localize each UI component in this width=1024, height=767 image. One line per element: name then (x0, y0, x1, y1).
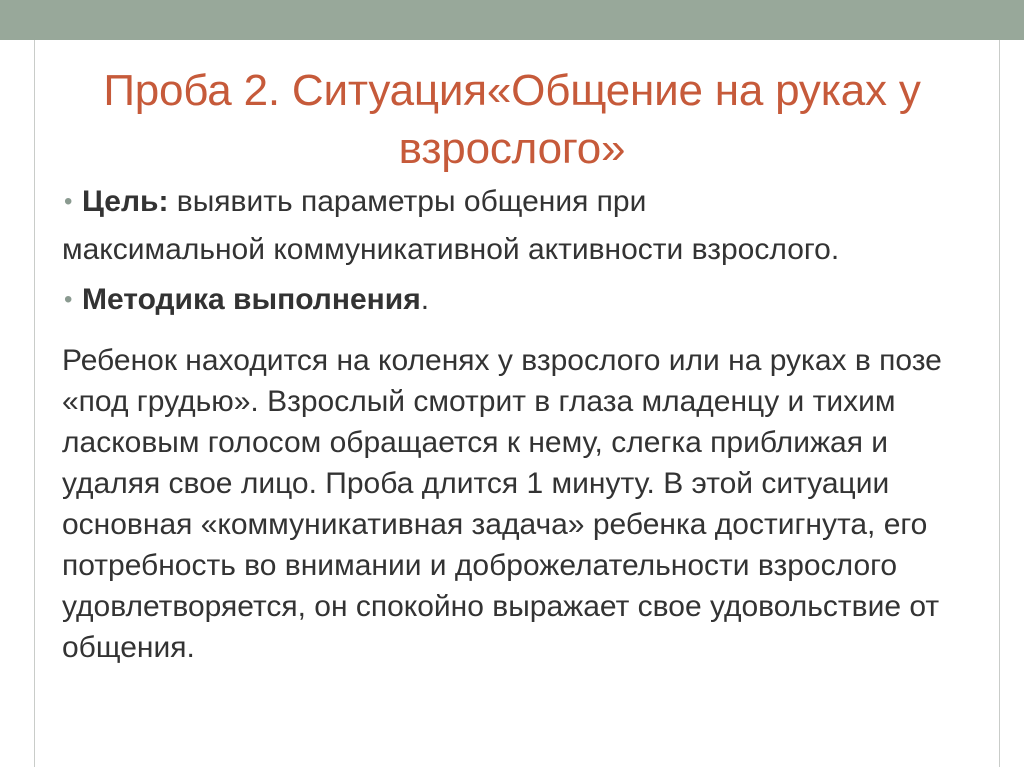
goal-text-continued: максимальной коммуникативной активности взрослого. (62, 233, 840, 266)
slide-title: Проба 2. Ситуация«Общение на руках у взрослого» (103, 66, 921, 173)
goal-text: выявить параметры общения при (168, 185, 647, 218)
goal-bullet (64, 182, 964, 222)
top-bar (0, 0, 1024, 40)
method-dot: . (420, 283, 430, 316)
bullet-icon: • (64, 188, 73, 215)
slide-content (64, 182, 964, 668)
method-paragraph: Ребенок находится на коленях у взрослого или на руках в позе «под грудью». Взрослый смотрит в глаза младенцу и тихим ласковым голосом обращается к нему, слегка приближая и удаляя свое лицо. Проба длится 1 минуту. В этой ситуации основная «коммуникативная задача» ребенка достигнута, его потребность во внимании и доброжелательности взрослого удовлетворяется, он спокойно выражает свое удовольствие от общения. (62, 344, 942, 664)
bullet-icon: • (64, 286, 73, 313)
goal-label: Цель: (82, 185, 169, 218)
method-bullet (64, 280, 964, 320)
method-label: Методика выполнения (82, 283, 421, 316)
